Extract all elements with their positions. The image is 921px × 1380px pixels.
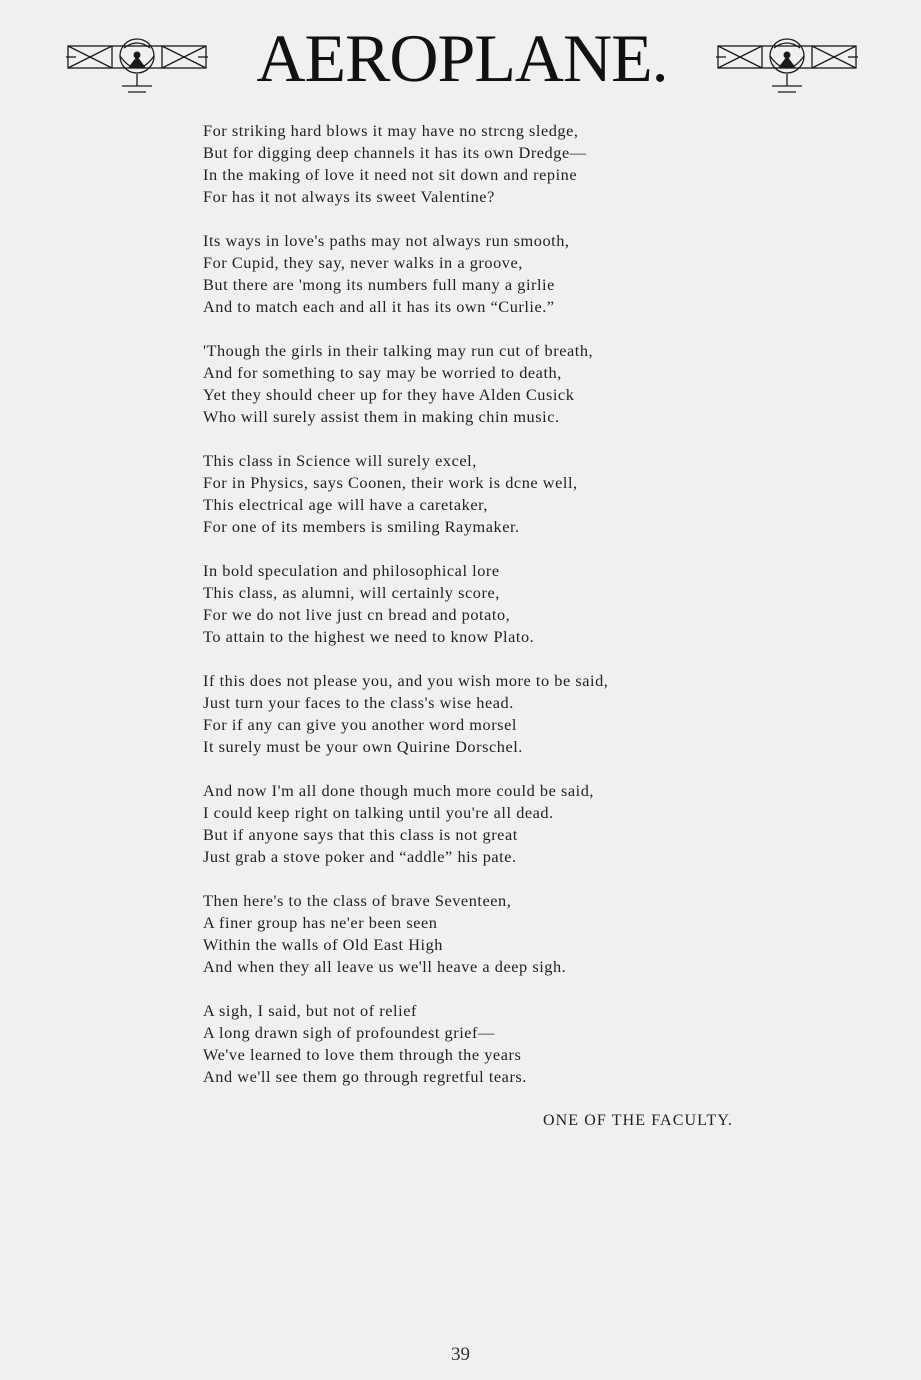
poem-line: For one of its members is smiling Raymaker. — [203, 517, 520, 536]
poem-line: In the making of love it need not sit down and repine — [203, 165, 578, 184]
biplane-icon — [716, 36, 858, 106]
poem-line: If this does not please you, and you wish more to be said, — [203, 671, 609, 690]
poem-line: And when they all leave us we'll heave a deep sigh. — [203, 957, 567, 976]
poem-line: Its ways in love's paths may not always run smooth, — [203, 231, 570, 250]
poem-line: But there are 'mong its numbers full many a girlie — [203, 275, 555, 294]
page-number: 39 — [451, 1344, 470, 1365]
stanza — [203, 780, 763, 868]
poem-line: And now I'm all done though much more could be said, — [203, 781, 595, 800]
poem-line: For we do not live just cn bread and potato, — [203, 605, 511, 624]
stanza — [203, 670, 763, 758]
poem-line: A finer group has ne'er been seen — [203, 913, 438, 932]
poem-line: And we'll see them go through regretful tears. — [203, 1067, 527, 1086]
poem-line: Just turn your faces to the class's wise head. — [203, 693, 514, 712]
poem-line: For if any can give you another word morsel — [203, 715, 517, 734]
poem-line: Yet they should cheer up for they have Alden Cusick — [203, 385, 575, 404]
poem-line: For striking hard blows it may have no strcng sledge, — [203, 121, 579, 140]
poem-line: I could keep right on talking until you're all dead. — [203, 803, 554, 822]
poem-line: A sigh, I said, but not of relief — [203, 1001, 417, 1020]
poem-line: Then here's to the class of brave Seventeen, — [203, 891, 512, 910]
stanza — [203, 340, 763, 428]
poem-line: But if anyone says that this class is not great — [203, 825, 518, 844]
poem-line: 'Though the girls in their talking may run cut of breath, — [203, 341, 594, 360]
poem-line: Just grab a stove poker and “addle” his pate. — [203, 847, 517, 866]
poem-line: Within the walls of Old East High — [203, 935, 443, 954]
stanza — [203, 230, 763, 318]
poem-line: We've learned to love them through the years — [203, 1045, 522, 1064]
poem-line: And to match each and all it has its own “Curlie.” — [203, 297, 555, 316]
stanza — [203, 450, 763, 538]
poem-line: For has it not always its sweet Valentine? — [203, 187, 495, 206]
stanza — [203, 1000, 763, 1088]
page-title: AEROPLANE. — [256, 20, 668, 96]
stanza — [203, 890, 763, 978]
poem-line: It surely must be your own Quirine Dorschel. — [203, 737, 523, 756]
masthead — [0, 18, 921, 98]
stanza — [203, 120, 763, 208]
poem — [203, 120, 763, 1110]
poem-line: For Cupid, they say, never walks in a groove, — [203, 253, 523, 272]
poem-line: To attain to the highest we need to know Plato. — [203, 627, 535, 646]
poem-line: For in Physics, says Coonen, their work is dcne well, — [203, 473, 578, 492]
poem-line: In bold speculation and philosophical lore — [203, 561, 500, 580]
poem-line: This electrical age will have a caretaker, — [203, 495, 489, 514]
poem-line: This class in Science will surely excel, — [203, 451, 477, 470]
stanza — [203, 560, 763, 648]
poem-line: Who will surely assist them in making chin music. — [203, 407, 560, 426]
signature: ONE OF THE FACULTY. — [543, 1112, 734, 1129]
poem-line: And for something to say may be worried to death, — [203, 363, 562, 382]
poem-line: But for digging deep channels it has its own Dredge— — [203, 143, 587, 162]
poem-line: A long drawn sigh of profoundest grief— — [203, 1023, 495, 1042]
biplane-icon — [66, 36, 208, 106]
poem-line: This class, as alumni, will certainly score, — [203, 583, 500, 602]
